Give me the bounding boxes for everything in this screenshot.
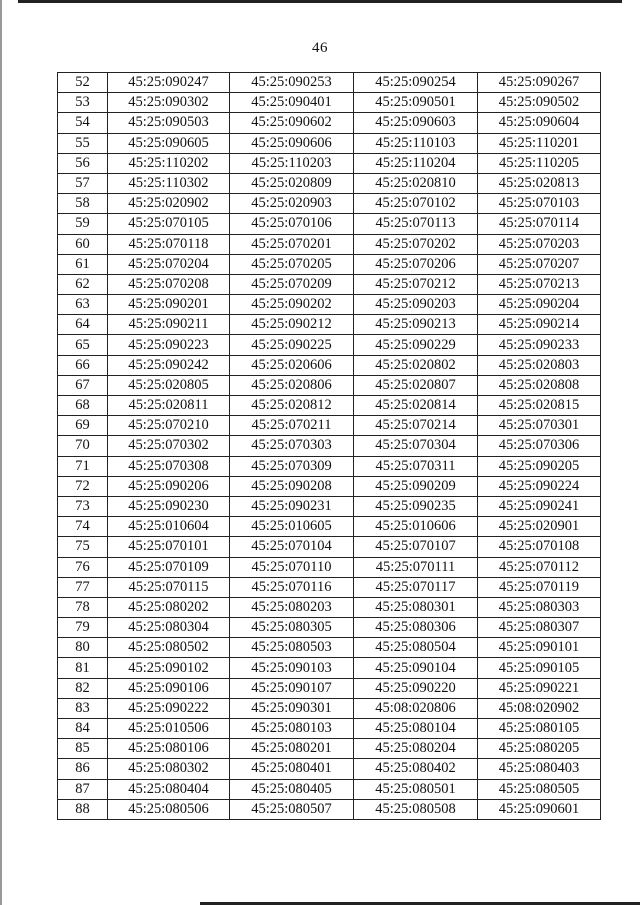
- cadastral-number-cell: 45:25:080204: [354, 739, 478, 759]
- cadastral-number-cell: 45:25:090105: [478, 658, 601, 678]
- cadastral-number-cell: 45:25:080306: [354, 618, 478, 638]
- row-number-cell: 57: [58, 173, 108, 193]
- row-number-cell: 56: [58, 153, 108, 173]
- cadastral-number-cell: 45:25:080404: [108, 779, 230, 799]
- row-number-cell: 85: [58, 739, 108, 759]
- cadastral-number-cell: 45:25:070202: [354, 234, 478, 254]
- cadastral-number-cell: 45:25:020813: [478, 173, 601, 193]
- cadastral-number-cell: 45:25:080105: [478, 719, 601, 739]
- cadastral-number-cell: 45:25:080508: [354, 799, 478, 819]
- cadastral-number-cell: 45:25:070114: [478, 214, 601, 234]
- cadastral-number-cell: 45:25:090242: [108, 355, 230, 375]
- table-row: [58, 194, 601, 214]
- table-body: [58, 73, 601, 820]
- cadastral-number-cell: 45:25:080304: [108, 618, 230, 638]
- cadastral-number-cell: 45:25:070104: [230, 537, 354, 557]
- cadastral-number-cell: 45:25:090501: [354, 93, 478, 113]
- cadastral-number-cell: 45:25:090235: [354, 496, 478, 516]
- cadastral-number-cell: 45:25:080103: [230, 719, 354, 739]
- table-row: [58, 759, 601, 779]
- cadastral-number-cell: 45:25:080205: [478, 739, 601, 759]
- row-number-cell: 60: [58, 234, 108, 254]
- cadastral-number-cell: 45:25:090601: [478, 799, 601, 819]
- cadastral-number-cell: 45:25:070118: [108, 234, 230, 254]
- cadastral-number-cell: 45:25:090201: [108, 295, 230, 315]
- cadastral-number-cell: 45:25:080303: [478, 597, 601, 617]
- cadastral-number-cell: 45:25:010604: [108, 517, 230, 537]
- cadastral-number-cell: 45:25:070207: [478, 254, 601, 274]
- cadastral-number-cell: 45:25:020814: [354, 396, 478, 416]
- table-row: [58, 577, 601, 597]
- cadastral-number-cell: 45:25:090223: [108, 335, 230, 355]
- cadastral-number-cell: 45:25:070308: [108, 456, 230, 476]
- table-row: [58, 173, 601, 193]
- cadastral-number-cell: 45:25:080104: [354, 719, 478, 739]
- row-number-cell: 71: [58, 456, 108, 476]
- cadastral-number-cell: 45:25:090253: [230, 73, 354, 93]
- cadastral-number-cell: 45:25:090602: [230, 113, 354, 133]
- table-row: [58, 537, 601, 557]
- cadastral-number-cell: 45:25:090241: [478, 496, 601, 516]
- row-number-cell: 88: [58, 799, 108, 819]
- cadastral-number-cell: 45:25:090211: [108, 315, 230, 335]
- table-row: [58, 779, 601, 799]
- cadastral-number-cell: 45:25:070110: [230, 557, 354, 577]
- table-row: [58, 557, 601, 577]
- row-number-cell: 53: [58, 93, 108, 113]
- cadastral-number-cell: 45:25:090107: [230, 678, 354, 698]
- table-row: [58, 375, 601, 395]
- cadastral-number-cell: 45:25:090267: [478, 73, 601, 93]
- table-row: [58, 93, 601, 113]
- cadastral-number-cell: 45:08:020902: [478, 698, 601, 718]
- cadastral-number-cell: 45:25:020811: [108, 396, 230, 416]
- cadastral-number-cell: 45:25:090225: [230, 335, 354, 355]
- cadastral-number-cell: 45:25:020903: [230, 194, 354, 214]
- cadastral-number-cell: 45:25:080203: [230, 597, 354, 617]
- cadastral-number-cell: 45:25:070107: [354, 537, 478, 557]
- table-row: [58, 214, 601, 234]
- cadastral-number-cell: 45:25:090605: [108, 133, 230, 153]
- scan-edge-left: [0, 0, 2, 905]
- cadastral-number-cell: 45:25:070117: [354, 577, 478, 597]
- cadastral-number-cell: 45:25:020802: [354, 355, 478, 375]
- cadastral-number-cell: 45:25:090102: [108, 658, 230, 678]
- cadastral-number-cell: 45:25:020807: [354, 375, 478, 395]
- cadastral-number-cell: 45:25:080502: [108, 638, 230, 658]
- cadastral-number-cell: 45:25:070115: [108, 577, 230, 597]
- cadastral-number-cell: 45:25:080302: [108, 759, 230, 779]
- cadastral-number-cell: 45:25:020812: [230, 396, 354, 416]
- cadastral-number-cell: 45:25:070211: [230, 416, 354, 436]
- cadastral-number-cell: 45:25:080307: [478, 618, 601, 638]
- cadastral-number-cell: 45:25:090254: [354, 73, 478, 93]
- row-number-cell: 75: [58, 537, 108, 557]
- row-number-cell: 86: [58, 759, 108, 779]
- cadastral-number-cell: 45:25:010605: [230, 517, 354, 537]
- scan-edge-top: [18, 0, 622, 3]
- cadastral-number-cell: 45:25:090301: [230, 698, 354, 718]
- cadastral-number-cell: 45:25:070119: [478, 577, 601, 597]
- cadastral-number-cell: 45:25:110201: [478, 133, 601, 153]
- cadastral-number-cell: 45:25:070304: [354, 436, 478, 456]
- row-number-cell: 74: [58, 517, 108, 537]
- cadastral-number-cell: 45:25:010606: [354, 517, 478, 537]
- cadastral-number-cell: 45:25:070101: [108, 537, 230, 557]
- table-row: [58, 133, 601, 153]
- cadastral-number-cell: 45:25:090222: [108, 698, 230, 718]
- row-number-cell: 64: [58, 315, 108, 335]
- table-row: [58, 416, 601, 436]
- cadastral-number-cell: 45:25:070206: [354, 254, 478, 274]
- cadastral-number-cell: 45:25:070210: [108, 416, 230, 436]
- cadastral-number-cell: 45:25:010506: [108, 719, 230, 739]
- page-number: 46: [312, 40, 328, 56]
- cadastral-number-cell: 45:25:070103: [478, 194, 601, 214]
- table-row: [58, 153, 601, 173]
- cadastral-number-cell: 45:25:070109: [108, 557, 230, 577]
- table-row: [58, 658, 601, 678]
- table-row: [58, 355, 601, 375]
- cadastral-number-cell: 45:25:080401: [230, 759, 354, 779]
- table-row: [58, 396, 601, 416]
- row-number-cell: 78: [58, 597, 108, 617]
- cadastral-number-cell: 45:25:090208: [230, 476, 354, 496]
- cadastral-number-cell: 45:25:090106: [108, 678, 230, 698]
- cadastral-number-cell: 45:25:070105: [108, 214, 230, 234]
- row-number-cell: 76: [58, 557, 108, 577]
- cadastral-number-cell: 45:25:090606: [230, 133, 354, 153]
- row-number-cell: 55: [58, 133, 108, 153]
- table-row: [58, 496, 601, 516]
- cadastral-number-cell: 45:25:090212: [230, 315, 354, 335]
- cadastral-number-cell: 45:25:110203: [230, 153, 354, 173]
- cadastral-number-cell: 45:25:090103: [230, 658, 354, 678]
- cadastral-number-cell: 45:25:020815: [478, 396, 601, 416]
- table-row: [58, 678, 601, 698]
- cadastral-number-cell: 45:25:110204: [354, 153, 478, 173]
- row-number-cell: 72: [58, 476, 108, 496]
- cadastral-number-cell: 45:25:110205: [478, 153, 601, 173]
- cadastral-number-cell: 45:25:090503: [108, 113, 230, 133]
- row-number-cell: 83: [58, 698, 108, 718]
- row-number-cell: 82: [58, 678, 108, 698]
- cadastral-number-cell: 45:25:070302: [108, 436, 230, 456]
- cadastral-number-cell: 45:25:090230: [108, 496, 230, 516]
- cadastral-number-cell: 45:25:080505: [478, 779, 601, 799]
- cadastral-number-cell: 45:25:070306: [478, 436, 601, 456]
- row-number-cell: 65: [58, 335, 108, 355]
- cadastral-number-cell: 45:25:070116: [230, 577, 354, 597]
- cadastral-number-cell: 45:25:070108: [478, 537, 601, 557]
- table-row: [58, 315, 601, 335]
- cadastral-number-cell: 45:25:080507: [230, 799, 354, 819]
- row-number-cell: 63: [58, 295, 108, 315]
- cadastral-number-cell: 45:25:090220: [354, 678, 478, 698]
- cadastral-number-cell: 45:25:080305: [230, 618, 354, 638]
- cadastral-number-cell: 45:25:090213: [354, 315, 478, 335]
- row-number-cell: 52: [58, 73, 108, 93]
- cadastral-number-cell: 45:25:070203: [478, 234, 601, 254]
- cadastral-number-cell: 45:25:090204: [478, 295, 601, 315]
- cadastral-number-cell: 45:25:070209: [230, 274, 354, 294]
- table-row: [58, 295, 601, 315]
- cadastral-number-cell: 45:25:080301: [354, 597, 478, 617]
- table-row: [58, 597, 601, 617]
- cadastral-number-cell: 45:25:070212: [354, 274, 478, 294]
- cadastral-number-cell: 45:25:070309: [230, 456, 354, 476]
- cadastral-number-cell: 45:25:070205: [230, 254, 354, 274]
- cadastral-number-cell: 45:25:070213: [478, 274, 601, 294]
- cadastral-number-cell: 45:25:090203: [354, 295, 478, 315]
- cadastral-number-cell: 45:25:090502: [478, 93, 601, 113]
- cadastral-number-cell: 45:25:090202: [230, 295, 354, 315]
- cadastral-number-cell: 45:25:080202: [108, 597, 230, 617]
- table-row: [58, 739, 601, 759]
- cadastral-number-cell: 45:25:070111: [354, 557, 478, 577]
- row-number-cell: 62: [58, 274, 108, 294]
- cadastral-number-cell: 45:25:110202: [108, 153, 230, 173]
- cadastral-number-cell: 45:25:070303: [230, 436, 354, 456]
- cadastral-number-cell: 45:25:090229: [354, 335, 478, 355]
- cadastral-number-cell: 45:25:090206: [108, 476, 230, 496]
- cadastral-number-cell: 45:25:070204: [108, 254, 230, 274]
- table-row: [58, 254, 601, 274]
- row-number-cell: 70: [58, 436, 108, 456]
- table-row: [58, 456, 601, 476]
- cadastral-number-cell: 45:25:070301: [478, 416, 601, 436]
- row-number-cell: 79: [58, 618, 108, 638]
- table-row: [58, 698, 601, 718]
- table-row: [58, 638, 601, 658]
- cadastral-number-cell: 45:25:070208: [108, 274, 230, 294]
- row-number-cell: 54: [58, 113, 108, 133]
- cadastral-number-cell: 45:25:090231: [230, 496, 354, 516]
- cadastral-number-cell: 45:25:020808: [478, 375, 601, 395]
- cadastral-number-table: [57, 72, 601, 820]
- cadastral-number-cell: 45:25:090603: [354, 113, 478, 133]
- cadastral-number-cell: 45:25:070112: [478, 557, 601, 577]
- cadastral-number-cell: 45:25:070106: [230, 214, 354, 234]
- row-number-cell: 73: [58, 496, 108, 516]
- table-row: [58, 234, 601, 254]
- cadastral-number-cell: 45:25:090221: [478, 678, 601, 698]
- row-number-cell: 68: [58, 396, 108, 416]
- cadastral-number-cell: 45:25:020901: [478, 517, 601, 537]
- row-number-cell: 77: [58, 577, 108, 597]
- cadastral-number-cell: 45:25:090205: [478, 456, 601, 476]
- row-number-cell: 69: [58, 416, 108, 436]
- cadastral-number-cell: 45:25:090101: [478, 638, 601, 658]
- cadastral-number-cell: 45:25:090247: [108, 73, 230, 93]
- cadastral-number-cell: 45:25:080506: [108, 799, 230, 819]
- row-number-cell: 61: [58, 254, 108, 274]
- cadastral-number-cell: 45:25:090224: [478, 476, 601, 496]
- cadastral-number-cell: 45:25:080504: [354, 638, 478, 658]
- cadastral-number-cell: 45:25:020902: [108, 194, 230, 214]
- row-number-cell: 67: [58, 375, 108, 395]
- cadastral-number-cell: 45:25:090233: [478, 335, 601, 355]
- cadastral-number-cell: 45:25:020803: [478, 355, 601, 375]
- cadastral-number-cell: 45:25:090104: [354, 658, 478, 678]
- row-number-cell: 87: [58, 779, 108, 799]
- row-number-cell: 66: [58, 355, 108, 375]
- cadastral-number-cell: 45:25:070102: [354, 194, 478, 214]
- table-row: [58, 113, 601, 133]
- cadastral-number-cell: 45:25:020606: [230, 355, 354, 375]
- cadastral-number-cell: 45:25:090302: [108, 93, 230, 113]
- cadastral-number-cell: 45:25:080501: [354, 779, 478, 799]
- cadastral-number-cell: 45:25:080106: [108, 739, 230, 759]
- cadastral-number-cell: 45:25:080403: [478, 759, 601, 779]
- row-number-cell: 58: [58, 194, 108, 214]
- table-row: [58, 618, 601, 638]
- cadastral-number-cell: 45:25:110103: [354, 133, 478, 153]
- cadastral-number-cell: 45:25:020806: [230, 375, 354, 395]
- cadastral-number-cell: 45:25:020810: [354, 173, 478, 193]
- cadastral-number-cell: 45:25:080405: [230, 779, 354, 799]
- cadastral-number-cell: 45:25:110302: [108, 173, 230, 193]
- cadastral-number-cell: 45:25:090401: [230, 93, 354, 113]
- cadastral-number-cell: 45:25:080503: [230, 638, 354, 658]
- cadastral-number-cell: 45:25:070113: [354, 214, 478, 234]
- cadastral-number-cell: 45:25:090214: [478, 315, 601, 335]
- cadastral-number-cell: 45:25:090604: [478, 113, 601, 133]
- cadastral-number-cell: 45:25:020809: [230, 173, 354, 193]
- table-row: [58, 274, 601, 294]
- cadastral-number-cell: 45:25:070201: [230, 234, 354, 254]
- table-row: [58, 719, 601, 739]
- cadastral-number-cell: 45:25:070311: [354, 456, 478, 476]
- cadastral-number-cell: 45:25:020805: [108, 375, 230, 395]
- row-number-cell: 84: [58, 719, 108, 739]
- cadastral-number-cell: 45:08:020806: [354, 698, 478, 718]
- cadastral-number-cell: 45:25:090209: [354, 476, 478, 496]
- row-number-cell: 80: [58, 638, 108, 658]
- cadastral-number-cell: 45:25:080201: [230, 739, 354, 759]
- table-row: [58, 73, 601, 93]
- cadastral-number-cell: 45:25:070214: [354, 416, 478, 436]
- table-row: [58, 335, 601, 355]
- table-row: [58, 517, 601, 537]
- table-row: [58, 476, 601, 496]
- cadastral-number-cell: 45:25:080402: [354, 759, 478, 779]
- row-number-cell: 59: [58, 214, 108, 234]
- row-number-cell: 81: [58, 658, 108, 678]
- table-row: [58, 436, 601, 456]
- table-row: [58, 799, 601, 819]
